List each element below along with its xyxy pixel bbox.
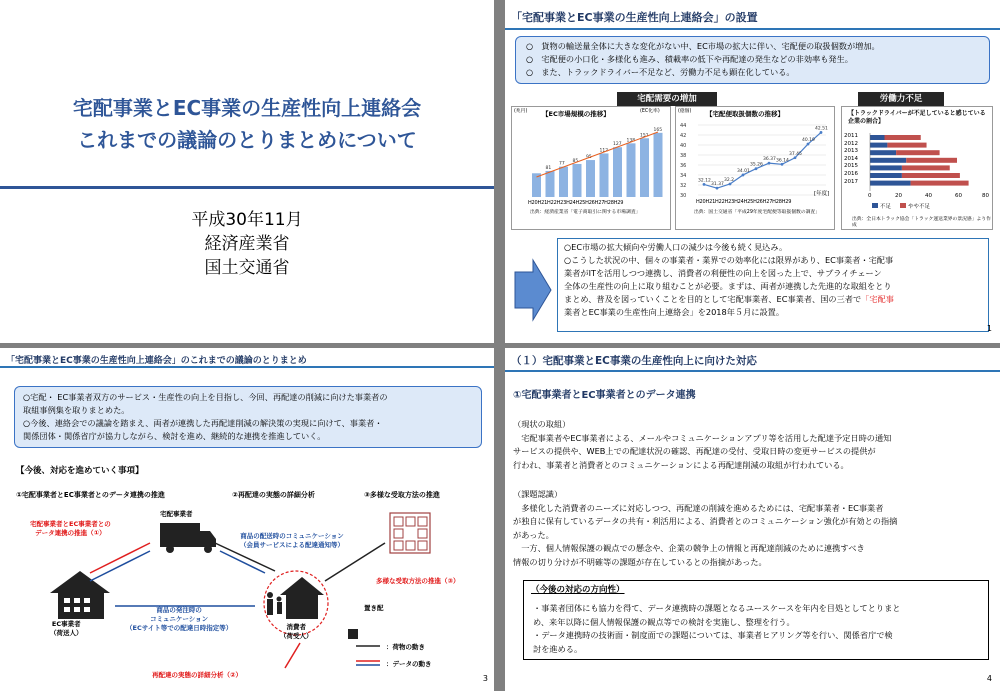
parcel-value-label: 37.45 (789, 151, 802, 157)
slide-title-line2: これまでの議論のとりまとめについて (77, 128, 417, 152)
receive-label: 多様な受取方法の推進（③） (376, 577, 460, 585)
slide-header-text: 「宅配事業とEC事業の生産性向上連絡会」のこれまでの議論のとりまとめ (6, 356, 307, 366)
issue-line: が独自に保有しているデータの共有・利活用による、消費者とのコミュニケーション強化が有効との指摘 (513, 516, 898, 526)
parcel-value-label: 42.51 (815, 126, 828, 132)
labor-bar-shortage (870, 150, 896, 155)
parcel-point (716, 187, 719, 190)
year-label: 2013 (844, 148, 858, 155)
parcel-value-label: 35.26 (750, 162, 763, 168)
subhead: 【今後、対応を進めていく事項】 (16, 466, 144, 476)
status-section (513, 418, 988, 472)
ec-bar-label: 112 (599, 148, 609, 154)
intro-line: 関係団体・関係省庁が協力しながら、検討を進め、継続的な連携を推進していく。 (23, 431, 326, 441)
title-underline (0, 186, 494, 189)
legend-slight: やや不足 (908, 204, 931, 210)
policy-head: （今後の対応の方向性） (531, 585, 625, 595)
tick-label: 60 (955, 193, 962, 199)
slide-header (0, 348, 494, 368)
outcome-box (557, 238, 989, 332)
policy-line: 討を進める。 (533, 643, 583, 654)
slide-title-line1: 宅配事業とEC事業の生産性向上連絡会 (72, 96, 422, 120)
label-line: 宅配事業者とEC事業者との (30, 520, 111, 528)
policy-section (533, 602, 983, 656)
ec-bar-label: 95 (586, 155, 592, 161)
ec-source: 出典：経済産業省「電子商取引に関する市場調査」 (530, 210, 641, 215)
truck-icon (160, 523, 216, 553)
labor-bar-slight (906, 158, 957, 163)
year-label: 2015 (844, 163, 858, 170)
data-link-slide (505, 348, 1000, 691)
title-slide (0, 0, 494, 343)
parcel-value-label: 36.37 (763, 157, 776, 163)
slide-header (505, 348, 1000, 372)
label-line: データ連携の推進（①） (35, 529, 106, 537)
y-tick-label: 34 (680, 173, 687, 179)
label-line: （会員サービスによる配達通知等） (240, 541, 344, 549)
family-house-icon (267, 577, 324, 619)
legend-data: ：データの動き (386, 660, 432, 668)
ec-bar-label: 138 (626, 138, 636, 144)
parcel-source: 出典：国土交通省「平成29年度宅配便等取扱個数の調査」 (694, 210, 821, 215)
labor-chart-title: 【トラックドライバーが不足していると感じている企業の割合】 (848, 110, 986, 125)
labor-source: 出典：全日本トラック協会「トラック運送業界の景況感」より作成 (852, 217, 991, 228)
policy-line: め、来年以降に個人情報保護の観点等での検討を実施し、整理を行う。 (533, 616, 795, 627)
parcel-chart (675, 106, 835, 230)
parcel-value-label: 36.14 (776, 158, 789, 164)
slide-header (505, 0, 1000, 30)
outcome-line: ○こうした状況の中、個々の事業者・業界での効率化には限界があり、EC事業者・宅配事 (564, 255, 894, 265)
intro-line: ○宅配・ EC事業者双方のサービス・生産性の向上を目指し、今回、再配達の削減に向けた事業者の (23, 392, 388, 402)
arrow-red (285, 643, 300, 668)
legend-shortage: 不足 (880, 204, 892, 210)
labor-chart (841, 106, 993, 230)
ec-bar (573, 164, 582, 197)
section-title: ①宅配事業者とEC事業者とのデータ連携 (513, 390, 696, 401)
data-link-label (30, 520, 111, 538)
policy-line: ・事業者団体にも協力を得て、データ連携時の課題となるユースケースを年内を目処としてとりまと (533, 603, 901, 613)
issue-head: （課題認識） (513, 489, 563, 499)
delivery-label: 宅配事業者 (160, 510, 193, 518)
labor-bar-shortage (870, 165, 902, 170)
ec-year-axis: H20H21H22H23H24H25H26H27H28H29 (528, 200, 624, 206)
comm2-label (126, 606, 232, 633)
ec-bar (600, 153, 609, 197)
status-head: （現状の取組） (513, 419, 571, 429)
label-line: （荷送人） (50, 629, 83, 637)
ec-label (50, 620, 83, 638)
policy-line: ・データ連携時の技術面・制度面での課題については、事業者ヒアリング等を行い、関係省庁で検 (533, 630, 893, 640)
parcel-value-label: 40.19 (802, 138, 815, 144)
consumer-label (280, 623, 313, 641)
tick-label: 80 (982, 193, 989, 199)
outcome-line (564, 293, 982, 306)
issue-line: 一方、個人情報保護の観点での懸念や、企業の競争上の情報と再配達削減のために連携すべき (513, 543, 865, 553)
labor-bar-shortage (870, 181, 911, 186)
label-line: （ECサイト等での配達日時指定等） (126, 624, 233, 632)
label-line: コミュニケーション (150, 615, 209, 623)
parcel-unit: (億個) (678, 109, 692, 114)
y-tick-label: 42 (680, 133, 687, 139)
ec-unit: (兆円) (514, 109, 528, 114)
item-2: ②再配達の実態の詳細分析 (232, 491, 315, 499)
status-line: 宅配事業者やEC事業者による、メールやコミュニケーションアプリ等を活用した配達予定日時の通知 (513, 432, 892, 443)
ec-bar (640, 138, 649, 197)
parcel-value-label: 32.2 (724, 178, 735, 183)
outcome-line: 業者がITを活用しつつ連携し、消費者の利便性の向上を図った上で、サプライチェーン (564, 268, 882, 278)
year-label: 2017 (844, 178, 858, 185)
slide-header-text: 「宅配事業とEC事業の生産性向上連絡会」の設置 (511, 11, 758, 24)
outcome-line: 全体の生産性の向上に取り組むことが必要。まずは、両者が連携した先進的な取組をとり (564, 281, 892, 291)
status-line: サービスの提供や、WEB上での配達状況の確認、再配達の受付、受取日時の変更サービスの提供が (513, 446, 876, 456)
item-3: ③多様な受取方法の推進 (364, 491, 440, 499)
y-tick-label: 44 (680, 123, 687, 129)
placement-label: 置き配 (364, 604, 384, 612)
parcel-point (820, 131, 823, 134)
legend-swatch-shortage (872, 203, 878, 208)
ec-bar-label: 81 (545, 165, 552, 171)
page-number: 4 (986, 674, 992, 683)
parcel-chart-title: 【宅配便取扱個数の推移】 (706, 110, 784, 118)
right-arrow-icon (513, 258, 553, 322)
tick-label: 0 (868, 193, 872, 199)
labor-bar-slight (896, 150, 940, 155)
legend-goods: ：荷物の動き (386, 643, 425, 651)
highlight-text: 「宅配事 (861, 294, 894, 304)
labor-bar-shortage (870, 173, 902, 178)
box-icon (348, 629, 358, 639)
parcel-point (703, 183, 706, 186)
ec-bar-label: 77 (559, 161, 565, 167)
ec-bar-label: 151 (640, 133, 649, 139)
ec-bar (613, 147, 622, 197)
ec-rate-unit: (EC化率) (640, 109, 660, 114)
legend-swatch-slight (900, 203, 906, 208)
ec-bar (654, 133, 663, 197)
item-1: ①宅配事業者とEC事業者とのデータ連携の推進 (16, 491, 165, 499)
year-label: 2012 (844, 140, 858, 147)
slide-header-text: （１）宅配事業とEC事業の生産性向上に向けた対応 (511, 355, 757, 367)
labor-bar-shortage (870, 135, 885, 140)
y-tick-label: 32 (680, 183, 687, 189)
year-label: 2011 (844, 133, 858, 139)
arrow-red (90, 543, 150, 573)
labor-bar-slight (902, 165, 950, 170)
parcel-point (794, 156, 797, 159)
year-label: 2016 (844, 170, 858, 177)
intro-line: 取組事例集を取りまとめた。 (23, 405, 130, 415)
ec-store-icon (50, 571, 110, 619)
bullet-text: ○ 宅配便の小口化・多様化も進み、積載率の低下や再配達の発生などの非効率も発生。 (526, 54, 853, 64)
comm1-label (240, 532, 344, 550)
ministry-meti: 経済産業省 (204, 234, 290, 254)
summary-slide (0, 348, 494, 691)
outcome-line: ○EC市場の拡大傾向や労働人口の減少は今後も続く見込み。 (564, 242, 788, 252)
labor-bar-slight (902, 173, 960, 178)
arrow-blue (220, 551, 265, 573)
ec-bar (627, 143, 636, 197)
ec-bar-label: 165 (653, 127, 663, 133)
labor-years (844, 133, 858, 186)
issue-line: があった。 (513, 529, 554, 540)
year-label: 2014 (844, 155, 858, 162)
status-line: 行われ、事業者と消費者とのコミュニケーションによる再配達削減の取組が行われている。 (513, 459, 849, 470)
y-tick-label: 30 (680, 193, 687, 199)
y-tick-label: 40 (680, 143, 687, 149)
parcel-value-label: 32.12 (698, 178, 711, 184)
parcel-point (729, 183, 732, 186)
bullet-text: ○ 貨物の輸送量全体に大きな変化がない中、EC市場の拡大に伴い、宅配便の取扱個数が増加。 (526, 41, 880, 51)
ec-market-chart (511, 106, 671, 230)
bullet-text: ○ また、トラックドライバー不足など、労働力不足も顕在化している。 (526, 67, 795, 77)
parcel-point (768, 162, 771, 165)
parcel-point (755, 167, 758, 170)
arrow-blue (90, 551, 150, 581)
parcel-value-label: 31.37 (711, 182, 724, 188)
ec-chart-title: 【EC市場規模の推移】 (542, 110, 610, 118)
label-line: 商品の発注時の (156, 606, 202, 614)
parcel-point (742, 174, 745, 177)
labor-label: 労働力不足 (858, 92, 944, 106)
labor-chart-svg (842, 107, 994, 231)
analysis-label: 再配達の実態の詳細分析（②） (152, 671, 243, 679)
parcel-year-unit: [年度] (814, 191, 830, 197)
y-tick-label: 38 (680, 153, 687, 159)
label-line: 消費者 (286, 623, 306, 631)
labor-bar-slight (911, 181, 969, 186)
locker-icon (390, 513, 430, 553)
label-line: （荷受人） (280, 632, 313, 640)
ec-bar-label: 85 (572, 158, 579, 164)
issue-line: 情報の切り分けが不明確等の課題が存在しているとの指摘があった。 (513, 556, 767, 567)
label-line: EC事業者 (51, 620, 81, 628)
establishment-slide (505, 0, 1000, 343)
issue-section (513, 488, 988, 569)
label-line: 商品の配送時のコミュニケーション (240, 532, 344, 540)
parcel-value-label: 34.01 (737, 168, 750, 174)
tick-label: 40 (925, 193, 932, 199)
ec-bar (559, 167, 568, 197)
ec-bar (546, 171, 555, 197)
ec-bar (586, 160, 595, 197)
labor-bar-shortage (870, 143, 887, 148)
issue-line: 多様化した消費者のニーズに対応しつつ、再配達の削減を進めるためには、宅配事業者・EC事業者 (513, 502, 884, 513)
background-bullets (515, 36, 990, 84)
outcome-line: 業者とEC事業の生産性向上連絡会」を2018年５月に設置。 (564, 307, 785, 317)
demand-label: 宅配需要の増加 (617, 92, 717, 106)
page-number: 1 (986, 324, 992, 333)
y-tick-label: 36 (680, 163, 687, 169)
intro-box (14, 386, 482, 448)
parcel-point (781, 163, 784, 166)
tick-label: 20 (895, 193, 902, 199)
page-number: 3 (482, 674, 488, 683)
labor-bar-slight (885, 135, 921, 140)
labor-bar-shortage (870, 158, 906, 163)
parcel-point (807, 143, 810, 146)
ec-bar-label: 127 (613, 142, 622, 148)
ministry-mlit: 国土交通省 (204, 258, 290, 278)
date-text: 平成30年11月 (191, 210, 303, 230)
parcel-year-axis: H20H21H22H23H24H25H26H27H28H29 (696, 199, 792, 205)
intro-line: ○今後、連絡会での議論を踏まえ、両者が連携した再配達削減の解決策の実現に向けて、事業者・ (23, 418, 383, 428)
outcome-line-part: まとめ、普及を図っていくことを目的として宅配事業者、EC事業者、国の三者で (564, 294, 862, 304)
labor-bar-slight (887, 143, 926, 148)
